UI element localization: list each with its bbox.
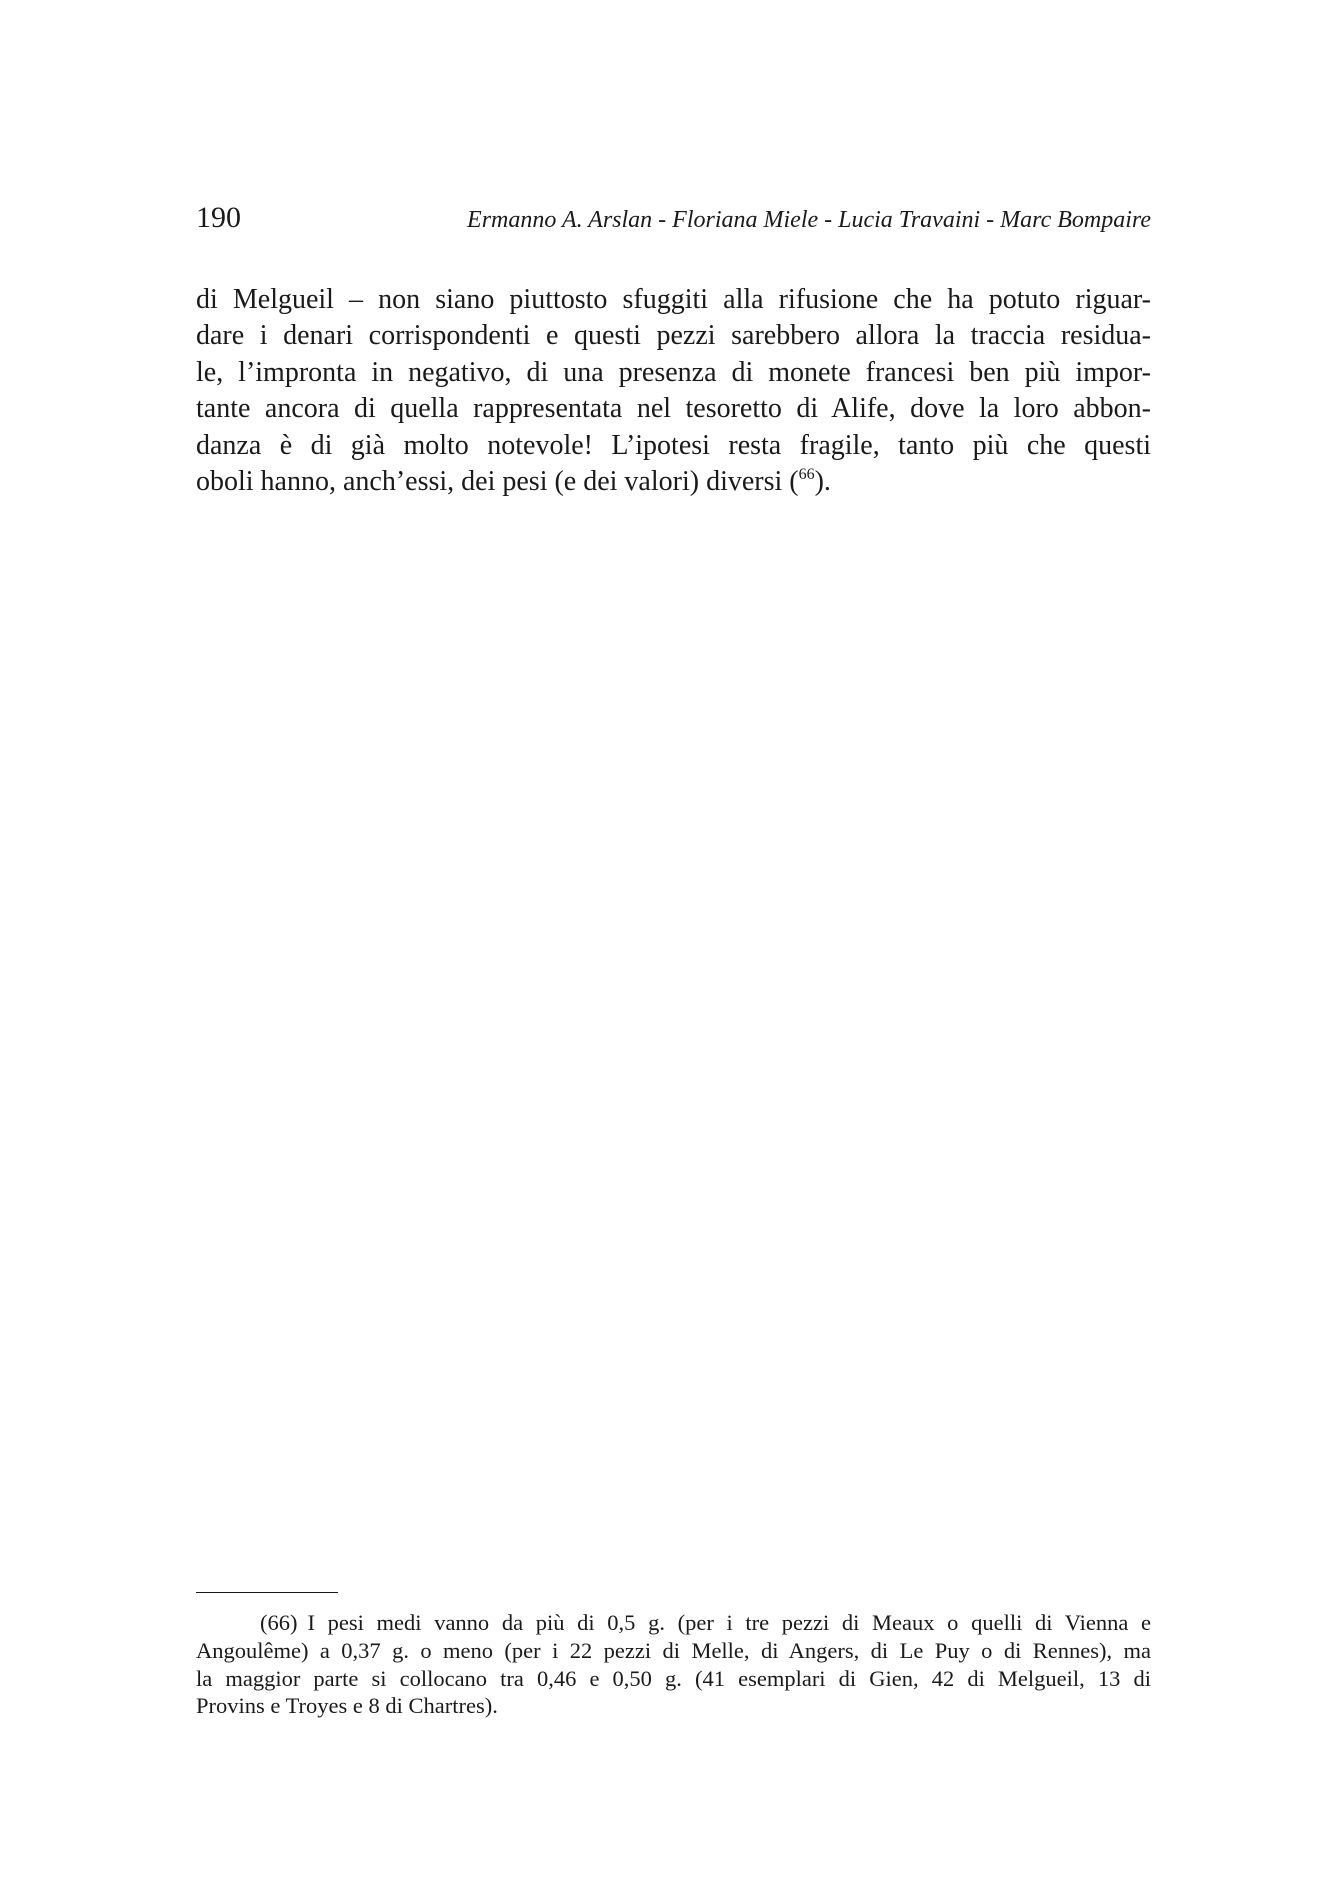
footnote-separator [196, 1592, 338, 1593]
footnote-text: I pesi medi vanno da più di 0,5 g. (per i tre pezzi di Meaux o quelli di Vienna e [307, 1610, 1151, 1635]
footnote-number: (66) [260, 1610, 298, 1635]
body-line: di Melgueil – non siano piuttosto sfuggiti alla rifusione che ha potuto riguar- [196, 284, 1151, 315]
footnote-reference[interactable]: 66 [798, 465, 815, 483]
footnotes [196, 1609, 1151, 1720]
body-line: le, l’impronta in negativo, di una presenza di monete francesi ben più impor- [196, 356, 1151, 388]
body-paragraph [196, 282, 1151, 500]
running-head-authors: Ermanno A. Arslan - Floriana Miele - Lucia Travaini - Marc Bompaire [467, 207, 1151, 233]
page-number: 190 [196, 201, 241, 234]
footnote-line: Angoulême) a 0,37 g. o meno (per i 22 pezzi di Melle, di Angers, di Le Puy o di Rennes), ma [196, 1637, 1151, 1663]
body-line-last-tail: ). [814, 465, 831, 497]
footnote-line [196, 1609, 1151, 1637]
body-line: tante ancora di quella rappresentata nel tesoretto di Alife, dove la loro abbon- [196, 393, 1151, 425]
body-line-last [196, 464, 1151, 500]
body-line: dare i denari corrispondenti e questi pezzi sarebbero allora la traccia residua- [196, 320, 1151, 352]
footnote-line: la maggior parte si collocano tra 0,46 e 0,50 g. (41 esemplari di Gien, 42 di Melgueil, 13 di [196, 1665, 1151, 1691]
body-line: danza è di già molto notevole! L’ipotesi resta fragile, tanto più che questi [196, 429, 1151, 461]
body-line-last-text: oboli hanno, anch’essi, dei pesi (e dei valori) diversi ( [196, 465, 799, 497]
footnote-line: Provins e Troyes e 8 di Chartres). [196, 1693, 498, 1719]
